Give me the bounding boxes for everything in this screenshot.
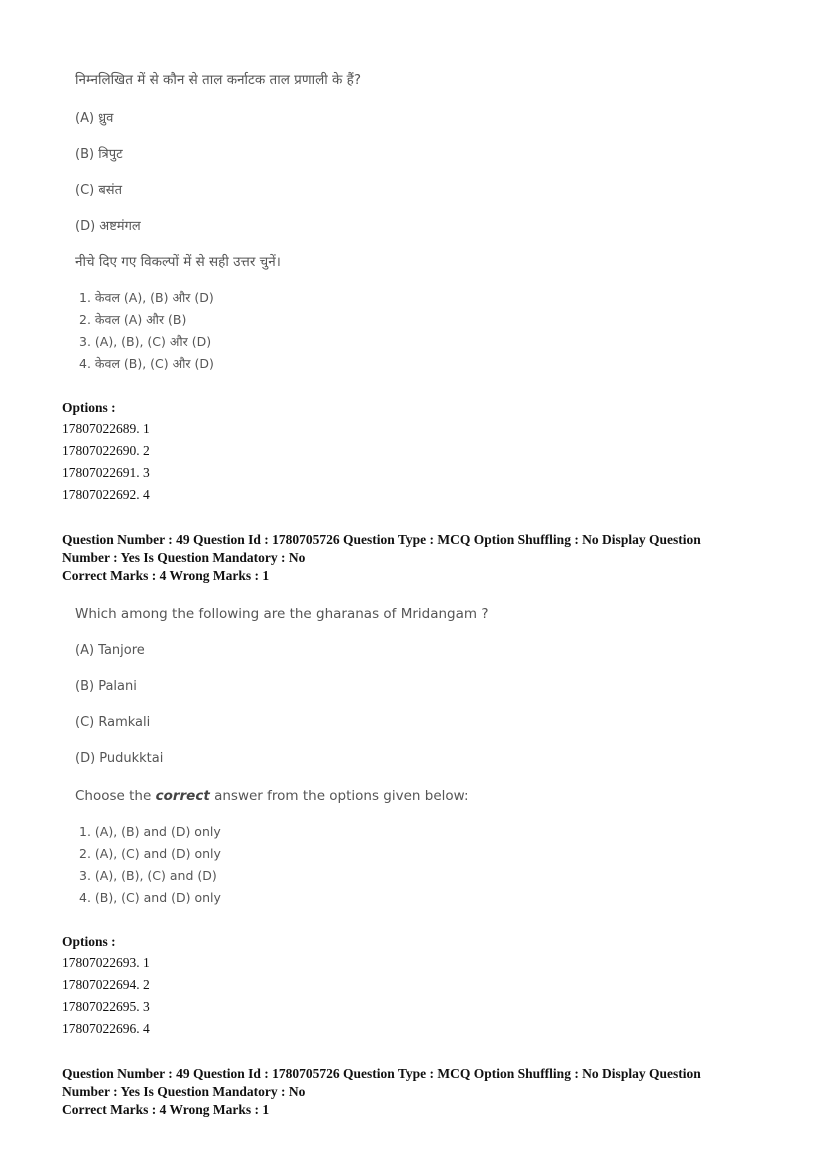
meta-line: Question Number : 49 Question Id : 1780705726 Question Type : MCQ Option Shuffling : No Display Question (62, 1066, 701, 1081)
option-id: 17807022696. 4 (62, 1021, 150, 1036)
options-label: Options : (62, 400, 116, 415)
meta-line: Question Number : 49 Question Id : 1780705726 Question Type : MCQ Option Shuffling : No Display Question (62, 532, 701, 547)
answer-choice: 3. (A), (B), (C) और (D) (79, 334, 212, 349)
meta-line: Correct Marks : 4 Wrong Marks : 1 (62, 568, 270, 583)
answer-choice: 2. (A), (C) and (D) only (79, 846, 221, 861)
question-item: (B) Palani (75, 679, 137, 694)
option-id: 17807022693. 1 (62, 955, 150, 970)
options-block (62, 400, 762, 510)
question-item: (D) अष्टमंगल (75, 219, 141, 234)
option-id: 17807022690. 2 (62, 443, 150, 458)
answer-choice: 1. केवल (A), (B) और (D) (79, 290, 214, 305)
meta-line: Number : Yes Is Question Mandatory : No (62, 550, 306, 565)
question-instruction: नीचे दिए गए विकल्पों में से सही उत्तर चुनें। (75, 254, 281, 270)
option-id: 17807022689. 1 (62, 421, 150, 436)
options-block (62, 934, 762, 1044)
answer-choice: 3. (A), (B), (C) and (D) (79, 868, 217, 883)
question-item: (A) Tanjore (75, 643, 145, 658)
answer-choice: 2. केवल (A) और (B) (79, 312, 187, 327)
question-meta (62, 532, 762, 592)
meta-line: Correct Marks : 4 Wrong Marks : 1 (62, 1102, 270, 1117)
meta-line: Number : Yes Is Question Mandatory : No (62, 1084, 306, 1099)
option-id: 17807022694. 2 (62, 977, 150, 992)
answer-choice: 1. (A), (B) and (D) only (79, 824, 221, 839)
question-49-image (75, 606, 775, 916)
question-stem: निम्नलिखित में से कौन से ताल कर्नाटक ताल प्रणाली के हैं? (75, 72, 362, 88)
question-item: (D) Pudukktai (75, 751, 164, 766)
question-48-image (75, 70, 775, 380)
question-instruction: Choose the correct answer from the options given below: (75, 788, 469, 804)
answer-choice: 4. (B), (C) and (D) only (79, 890, 221, 905)
question-item: (B) त्रिपुट (75, 147, 123, 162)
question-item: (C) Ramkali (75, 715, 151, 730)
options-label: Options : (62, 934, 116, 949)
option-id: 17807022691. 3 (62, 465, 150, 480)
option-id: 17807022695. 3 (62, 999, 150, 1014)
question-item: (C) बसंत (75, 183, 122, 198)
option-id: 17807022692. 4 (62, 487, 150, 502)
question-stem: Which among the following are the gharanas of Mridangam ? (75, 606, 489, 622)
answer-choice: 4. केवल (B), (C) और (D) (79, 356, 214, 371)
question-meta (62, 1066, 762, 1126)
question-item: (A) ध्रुव (75, 111, 114, 126)
